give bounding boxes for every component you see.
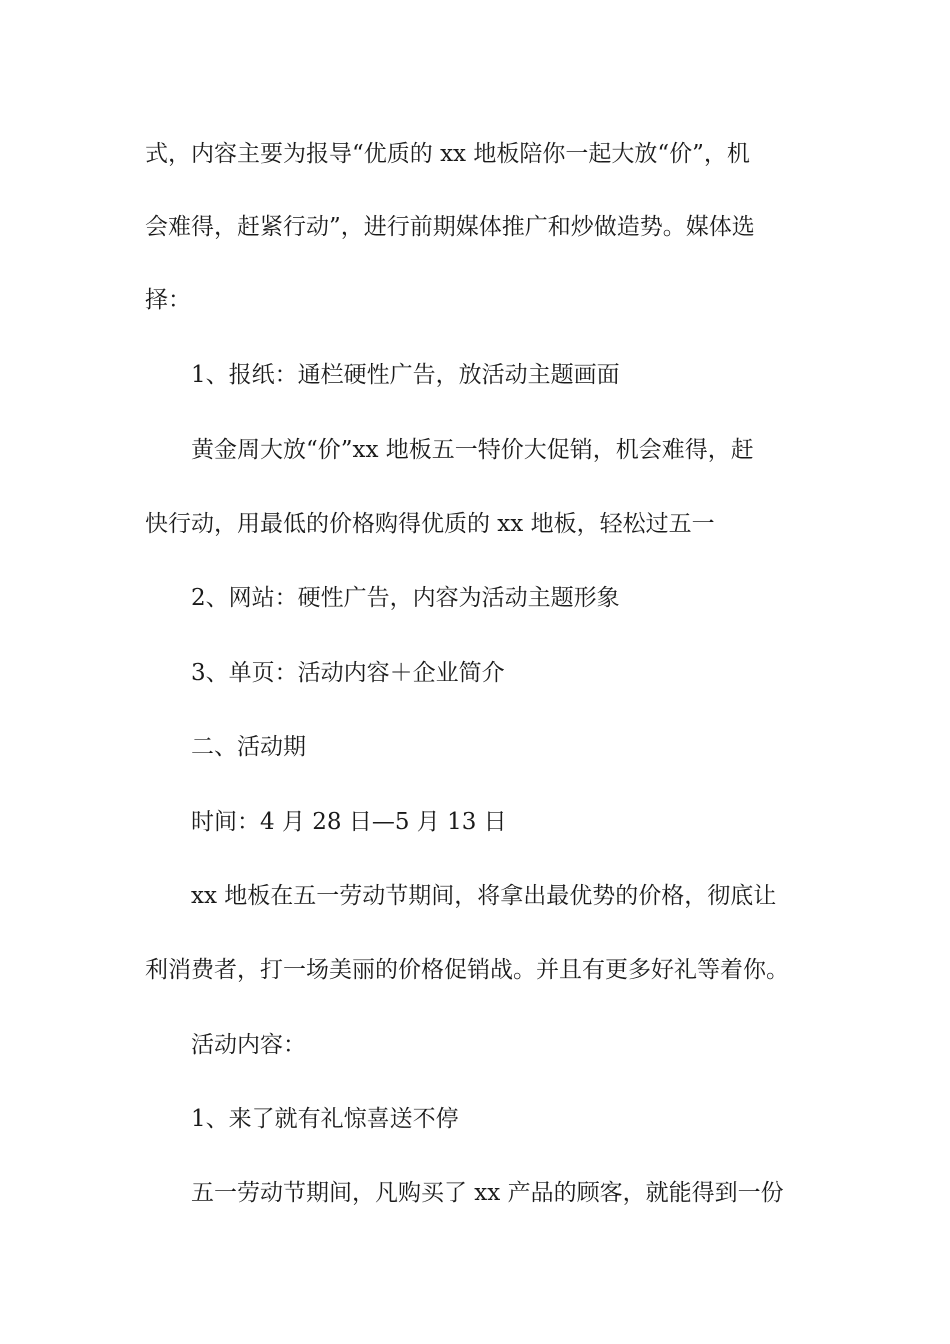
paragraph-line: 快行动，用最低的价格购得优质的 xx 地板，轻松过五一 bbox=[145, 511, 715, 537]
paragraph-line: 黄金周大放“价”xx 地板五一特价大促销，机会难得，赶 bbox=[191, 437, 754, 463]
list-item-newspaper: 1、报纸：通栏硬性广告，放活动主题画面 bbox=[191, 362, 620, 388]
section-heading: 二、活动期 bbox=[191, 734, 306, 760]
paragraph-line: 式，内容主要为报导“优质的 xx 地板陪你一起大放“价”，机 bbox=[145, 141, 750, 167]
paragraph-line: 会难得，赶紧行动”，进行前期媒体推广和炒做造势。媒体选 bbox=[145, 214, 755, 240]
paragraph-line: xx 地板在五一劳动节期间，将拿出最优势的价格，彻底让 bbox=[191, 883, 777, 909]
list-item-gift: 1、来了就有礼惊喜送不停 bbox=[191, 1106, 459, 1132]
list-item-flyer: 3、单页：活动内容＋企业简介 bbox=[191, 660, 505, 686]
subheading: 活动内容： bbox=[191, 1032, 306, 1058]
paragraph-line: 择： bbox=[145, 287, 191, 313]
list-item-website: 2、网站：硬性广告，内容为活动主题形象 bbox=[191, 585, 620, 611]
activity-time: 时间：4 月 28 日—5 月 13 日 bbox=[191, 809, 507, 835]
paragraph-line: 利消费者，打一场美丽的价格促销战。并且有更多好礼等着你。 bbox=[145, 957, 789, 983]
paragraph-line: 五一劳动节期间，凡购买了 xx 产品的顾客，就能得到一份 bbox=[191, 1180, 784, 1206]
